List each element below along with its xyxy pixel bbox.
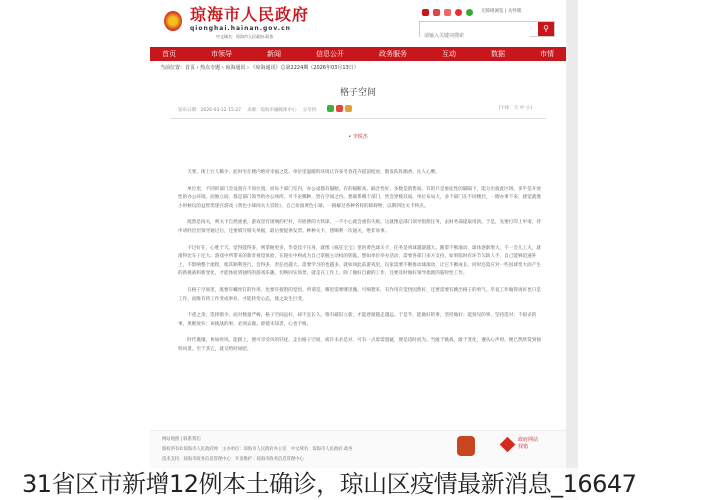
wechat-share-icon[interactable]: [327, 105, 334, 112]
paragraph: 天寒，街上行人稀少，此时宅在楼内绝对幸福之选。单位里温暖的环境让许多冬春花卉提前绽放，散发阵阵幽香，沁人心脾。: [187, 170, 440, 175]
accessibility-links[interactable]: 无障碍浏览 | 关怀版: [481, 9, 522, 14]
nav-city[interactable]: 市情: [540, 50, 554, 58]
wechat-icon[interactable]: [466, 9, 473, 16]
weibo-share-icon[interactable]: [336, 105, 343, 112]
caption-overlay: 31省区市新增12例本土确诊，琼山区疫情最新消息_16647: [0, 468, 711, 500]
divider: [170, 118, 546, 119]
nav-data[interactable]: 数据: [491, 50, 505, 58]
scrollbar[interactable]: [566, 0, 578, 500]
copyright: 版权所有©琼海市人民政府网 主办单位：琼海市人民政府办公室 中文域名：琼海市人民政府.政务: [162, 447, 353, 452]
mail-icon[interactable]: [422, 9, 429, 16]
error-report-icon[interactable]: [500, 437, 516, 453]
site-domain: qionghai.hainan.gov.cn: [190, 25, 291, 32]
weibo-icon[interactable]: [455, 9, 462, 16]
site-title[interactable]: 琼海市人民政府: [190, 5, 310, 24]
emblem-icon: [164, 11, 182, 31]
nav-interact[interactable]: 互动: [442, 50, 456, 58]
paragraph: 在格子空间里，既要有螺丝钉的作用，也要有扳钳的觉悟。所谓是，哪里需要哪里搬。可细想来，有作用有觉悟固然好，还要需要有跳出格子的勇气。毕竟工作做得再好也只是工作，而唯有将工作变成事业，才能转变心态，使之发生巨变。: [178, 287, 541, 302]
nav-leaders[interactable]: 市领导: [211, 50, 232, 58]
paragraph: 不惑之余，选择渐少。面对数量严峻，格子空间虽好，却不宜长久。唯有破旧立新，才能逐渐越走越远。于是乎，能做好的事，坚持做好；能预见的事，坚持选对；不稳妥的事，果断放弃；该挑战的事，必须去做。即使未知者，心也不悔。: [178, 313, 537, 327]
nav-news[interactable]: 新闻: [267, 50, 281, 58]
author: • 李锐杰: [348, 134, 368, 140]
paragraph: 不过好在，心胜于天。觉得能得多，则掌握更多，毕竟技不压身，就像《疯狂宝宝》里的黄色球关卡，任务是将球越滚越大。随着不断滚动，球体逐渐增大，不一会儿工夫，就滚得比车子还大。游戏中所带来的新奇视觉体验，在现实中则成为自己掌握主动权的钥匙。譬如单位举办活动，需要各部门多方支持，如果临时有环节欠缺人手，自己能够迅速补上，不影响整个流程，使其顺利进行。会得多，责任也越大，需要学习的也越多。就如同此前游戏里，玩家需要不断推动球滚动，让它不断成长，同时还需应对一些因球变大而产生的新挑战和新变化，才能体验到独特的游戏乐趣。切换回实场景，就是在工作上，除了做好自做的工作，还要及时做好领导指派的临时性工作。: [178, 245, 541, 277]
party-badge-icon[interactable]: [457, 436, 475, 456]
nav-info[interactable]: 信息公开: [316, 50, 344, 58]
footer-links[interactable]: 网站地图 | 联系我们: [162, 437, 201, 442]
paragraph: 时代裹攘，快如疾风。能跟上，便可享受风的轻抚。走出格子空间，或许未必是对，可有一点毋需置疑，便是适时而为。当敢于挑战，敢于变化，遵从心声时，便已然欣赏到独特风景。至于其它，就交给时间吧。: [178, 338, 541, 352]
source: 来源：琼海市融媒体中心: [247, 107, 297, 113]
nav-home[interactable]: 首页: [162, 50, 176, 58]
font-size-control[interactable]: [字体：大 中 小]: [498, 106, 532, 111]
publish-date: 发布日期：2026-03-12 15:27: [178, 107, 242, 113]
tech-support: 技术支持：琼海市政务信息管理中心 开发维护：琼海市政务信息管理中心: [162, 457, 304, 462]
article: [150, 78, 566, 428]
article-meta: [178, 105, 354, 116]
top-tools: [422, 8, 521, 16]
mobile-icon[interactable]: [433, 9, 440, 16]
paragraph: 单位里，不同的部门会设置在不同位置。而每个部门室内，办公桌都有隔断。有的隔断高，隔音性好，多数是销售间。有的只是象征性的隔隔下，能分出彼此区域，多半是开放性的办公环境。而独立间，都是部门领导的办公场所。可不论哪种，皆在空间之内。想联系哪个部门，皆会穿梭其间。单位布局大，多个部门在不同楼层，一圈办事下来，感觉就像小时候玩的益智类迷宫游戏《黄色小球闯关大冒险》，自己扮演黄色小球，一路解过各种各样的障碍物，以期到达关卡终点。: [178, 186, 541, 209]
article-body: [178, 169, 542, 363]
nav-services[interactable]: 政务服务: [379, 50, 407, 58]
app-icon[interactable]: [444, 9, 451, 16]
share-label: 分享到：: [302, 107, 321, 113]
site-cn-domain: 中文域名：琼海市人民政府.政务: [216, 34, 274, 39]
article-title: 格子空间: [339, 88, 376, 98]
paragraph: 既然是闯关，则关卡自然重重。游戏里有琉璃的栏杆，有摇摆的大铁球，一不小心就会重伤失败。这就像是部门领导指派任务，去财务部提取用款。于是，先要打印上申请，待申请经层层领导通过后，还要填写相关单据，最后要提供发票。种种关卡，想顺利一次通关，绝非易事。: [178, 220, 541, 234]
search-input[interactable]: [420, 29, 530, 43]
main-nav: [150, 47, 566, 61]
breadcrumb[interactable]: 当前位置：首页 › 热点专题 › 琼海通讯 › 《琼海通讯》总第2224期（2026年03月13日）: [160, 65, 359, 71]
site-header: [150, 0, 566, 47]
qzone-share-icon[interactable]: [345, 105, 352, 112]
search-box: [419, 21, 555, 37]
error-report-label[interactable]: 政府网站 找错: [518, 437, 539, 450]
search-button[interactable]: ⚲: [538, 22, 554, 36]
